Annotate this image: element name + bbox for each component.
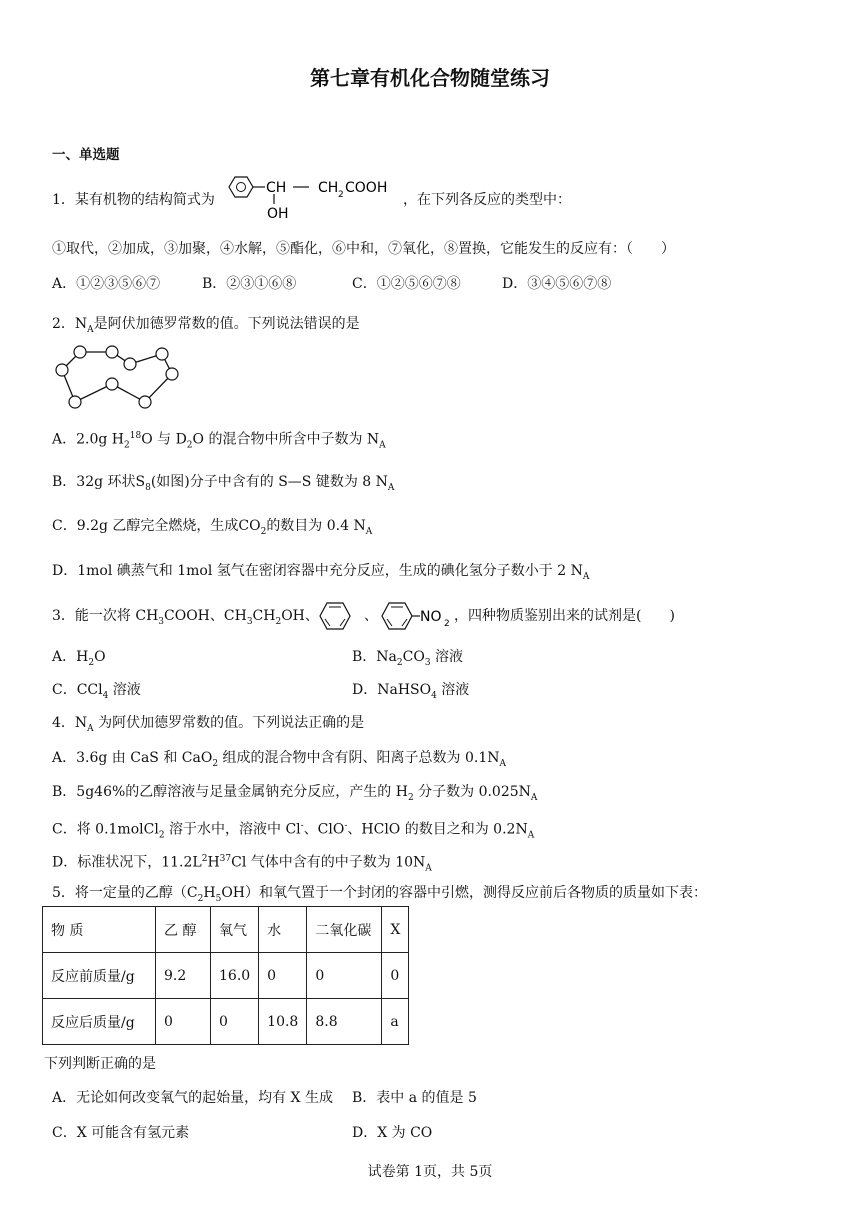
table-cell: 0 bbox=[382, 953, 409, 999]
benzene-ring-icon bbox=[229, 177, 253, 197]
q1-structure-formula bbox=[225, 172, 405, 222]
atom-icon bbox=[139, 396, 151, 408]
section-heading: 一、单选题 bbox=[52, 147, 120, 163]
page-title: 第七章有机化合物随堂练习 bbox=[310, 66, 550, 90]
atom-icon bbox=[69, 396, 81, 408]
table-header-cell: X bbox=[382, 907, 409, 953]
atom-icon bbox=[56, 364, 68, 376]
table-cell: 10.8 bbox=[259, 999, 307, 1045]
struct-ch: CH bbox=[266, 180, 287, 196]
q2-option-b[interactable]: B．32g 环状$S_8$(如图)分子中含有的 S—S 键数为 8 $N_A$ bbox=[52, 474, 395, 493]
table-header-cell: 乙 醇 bbox=[156, 907, 211, 953]
atom-icon bbox=[106, 346, 118, 358]
s8-ring-diagram bbox=[50, 342, 180, 410]
question-5-prompt: 下列判断正确的是 bbox=[44, 1056, 156, 1072]
struct-ch2-sub: 2 bbox=[338, 190, 344, 200]
atom-icon bbox=[156, 348, 168, 360]
table-cell: 9.2 bbox=[156, 953, 211, 999]
question-2-stem: 2．$N_A$是阿伏加德罗常数的值。下列说法错误的是 bbox=[52, 316, 360, 335]
table-row bbox=[43, 999, 409, 1045]
table-header-cell: 二氧化碳 bbox=[307, 907, 382, 953]
q4-option-a[interactable]: A．3.6g 由 CaS 和 CaO$_2$ 组成的混合物中含有阴、阳离子总数为 $0.1N_A$ bbox=[52, 750, 506, 769]
question-3-stem: 3．能一次将 $CH_3COOH$、$CH_3CH_2OH$、 bbox=[52, 608, 319, 627]
q5-option-a[interactable]: A．无论如何改变氧气的起始量，均有 X 生成 bbox=[52, 1090, 333, 1106]
question-1-line2: ①取代，②加成，③加聚，④水解，⑤酯化，⑥中和，⑦氧化，⑧置换，它能发生的反应有：（ ） bbox=[52, 241, 675, 257]
table-cell: 0 bbox=[156, 999, 211, 1045]
question-5-stem: 5．将一定量的乙醇$(C_2H_5OH)$和氧气置于一个封闭的容器中引燃，测得反应前后各物质的质量如下表： bbox=[52, 885, 707, 904]
no2-sub: 2 bbox=[444, 619, 450, 629]
q4-option-d[interactable]: D．标准状况下，$11.2L^2H^{37}Cl$ 气体中含有的中子数为 $10N_A$ bbox=[52, 854, 432, 874]
table-header-cell: 水 bbox=[259, 907, 307, 953]
q3-separator: 、 bbox=[364, 608, 378, 624]
q1-option-a[interactable]: A．①②③⑤⑥⑦ bbox=[52, 276, 161, 292]
table-header-cell: 氧气 bbox=[211, 907, 259, 953]
table-header-row bbox=[43, 907, 409, 953]
q2-option-a[interactable]: A．2.0g $H_2^{18}O$ 与 $D_2O$ 的混合物中所含中子数为 $N_A$ bbox=[52, 431, 386, 451]
q5-option-d[interactable]: D．X 为 CO bbox=[352, 1125, 433, 1141]
q3-option-b[interactable]: B．$Na_2CO_3$ 溶液 bbox=[352, 649, 464, 668]
q3-option-c[interactable]: C．CCl$_4$ 溶液 bbox=[52, 682, 141, 701]
table-cell: 0 bbox=[259, 953, 307, 999]
benzene-structure bbox=[316, 598, 356, 634]
question-3-stem-end: ，四种物质鉴别出来的试剂是( ) bbox=[454, 608, 675, 624]
q1-option-d[interactable]: D．③④⑤⑥⑦⑧ bbox=[502, 276, 612, 292]
q1-option-c[interactable]: C．①②⑤⑥⑦⑧ bbox=[352, 276, 461, 292]
mass-table bbox=[42, 906, 409, 1045]
question-1-stem: 1．某有机物的结构简式为 bbox=[52, 192, 215, 208]
table-cell: 反应前质量/g bbox=[43, 953, 156, 999]
q4-option-b[interactable]: B．5g46%的乙醇溶液与足量金属钠充分反应，产生的 $H_2$ 分子数为 $0.025N_A$ bbox=[52, 784, 538, 803]
question-4-stem: 4．$N_A$ 为阿伏加德罗常数的值。下列说法正确的是 bbox=[52, 715, 365, 734]
atom-icon bbox=[74, 346, 86, 358]
q1-option-b[interactable]: B．②③①⑥⑧ bbox=[202, 276, 297, 292]
q2-option-c[interactable]: C．9.2g 乙醇完全燃烧，生成$CO_2$的数目为 0.4 $N_A$ bbox=[52, 518, 373, 537]
struct-ch2: CH bbox=[318, 180, 339, 196]
table-cell: 反应后质量/g bbox=[43, 999, 156, 1045]
atom-icon bbox=[106, 378, 118, 390]
table-row bbox=[43, 953, 409, 999]
q2-option-d[interactable]: D．1mol 碘蒸气和 1mol 氢气在密闭容器中充分反应，生成的碘化氢分子数小于 2 $N_A$ bbox=[52, 563, 590, 582]
table-cell: 0 bbox=[211, 999, 259, 1045]
atom-icon bbox=[124, 358, 136, 370]
table-cell: a bbox=[382, 999, 409, 1045]
q3-option-d[interactable]: D．NaHSO$_4$ 溶液 bbox=[352, 682, 470, 701]
table-cell: 8.8 bbox=[307, 999, 382, 1045]
q5-option-c[interactable]: C．X 可能含有氢元素 bbox=[52, 1125, 190, 1141]
q4-option-c[interactable]: C．将 0.1molCl$_2$ 溶于水中，溶液中 Cl-、ClO-、HClO 的数目之和为 $0.2N_A$ bbox=[52, 821, 535, 841]
struct-oh: OH bbox=[267, 206, 289, 222]
atom-icon bbox=[166, 368, 178, 380]
table-header-cell: 物 质 bbox=[43, 907, 156, 953]
no2-label: NO bbox=[420, 609, 442, 625]
struct-cooh: COOH bbox=[345, 180, 388, 196]
question-1-stem-end: ，在下列各反应的类型中： bbox=[403, 192, 571, 208]
table-cell: 0 bbox=[307, 953, 382, 999]
table-cell: 16.0 bbox=[211, 953, 259, 999]
page-footer: 试卷第 1页，共 5页 bbox=[367, 1164, 493, 1180]
q5-option-b[interactable]: B．表中 a 的值是 5 bbox=[352, 1090, 477, 1106]
q3-option-a[interactable]: A．$H_2O$ bbox=[52, 649, 106, 668]
